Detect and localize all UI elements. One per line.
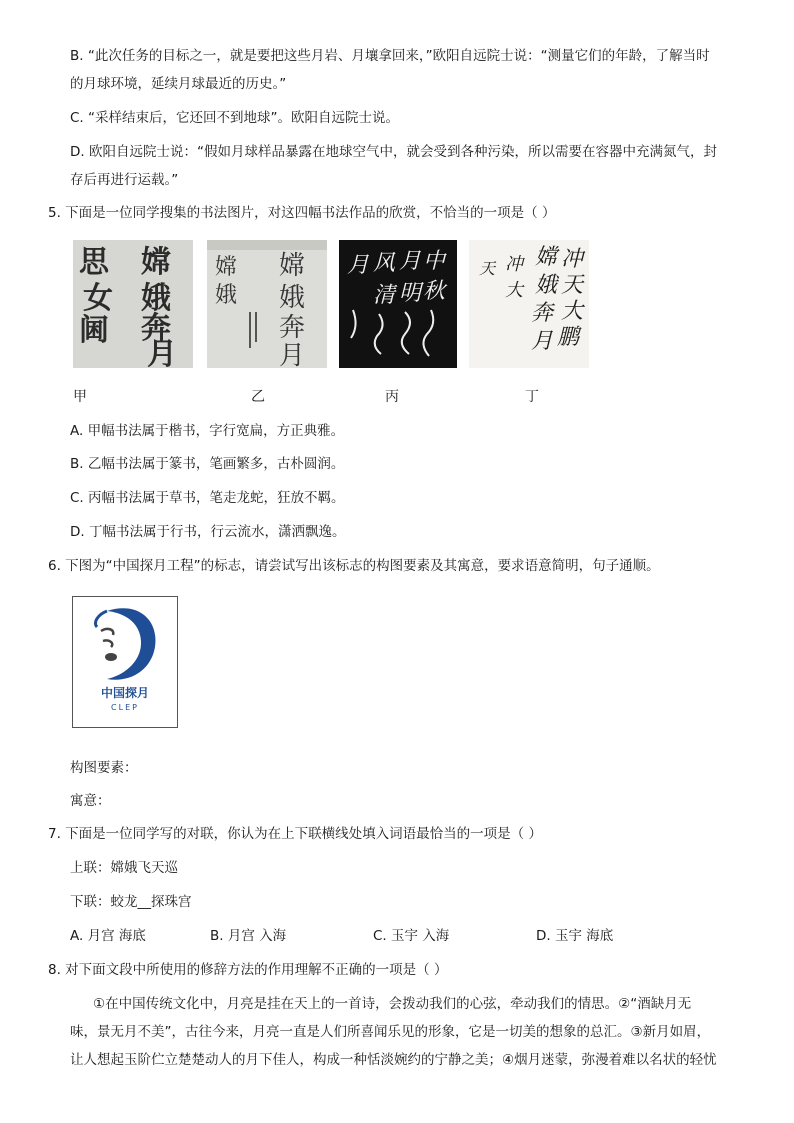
jia-char-4: 月: [147, 337, 177, 368]
q7-option-b: B. 月宫 入海: [210, 928, 287, 944]
label-ding: 丁: [525, 389, 539, 405]
q7-stem: 7. 下面是一位同学写的对联，你认为在上下联横线处填入词语最恰当的一项是（ ）: [48, 826, 542, 842]
calligraphy-jia-art: [73, 240, 193, 368]
calligraphy-image-bing: [339, 240, 457, 368]
bing-char-3: 月: [399, 249, 422, 274]
yi-char-2: 娥: [279, 283, 306, 313]
q5-option-b: B. 乙幅书法属于篆书，笔画繁多，古朴圆润。: [70, 456, 345, 472]
q8-passage-line3: 让人想起玉阶伫立楚楚动人的月下佳人，构成一种恬淡婉约的宁静之美；④烟月迷蒙，弥漫着难以名状的轻忧: [70, 1052, 717, 1068]
bing-char-5: 风: [373, 251, 396, 276]
bing-char-4: 明: [399, 281, 422, 306]
ding-char-3: 大: [561, 299, 584, 324]
q8-passage-line1: ①在中国传统文化中，月亮是挂在天上的一首诗，会拨动我们的心弦，牵动我们的情思。②“酒缺月无: [93, 996, 692, 1012]
clep-logo: [72, 596, 178, 728]
jia-char-2: 娥: [141, 281, 171, 316]
q4-option-d-line1: D. 欧阳自远院士说：“假如月球样品暴露在地球空气中，就会受到各种污染，所以需要在容器中充满氮气，封: [70, 144, 717, 160]
q4-option-d-line2: 存后再进行运载。”: [70, 172, 179, 188]
q5-stem: 5. 下面是一位同学搜集的书法图片，对这四幅书法作品的欣赏，不恰当的一项是（ ）: [48, 205, 556, 221]
bing-char-1: 中: [423, 249, 446, 274]
calligraphy-ding-art: [469, 240, 589, 368]
jia-char-5: 思: [79, 245, 109, 280]
q6-stem: 6. 下图为“中国探月工程”的标志，请尝试写出该标志的构图要素及其寓意，要求语意简明，句子通顺。: [48, 558, 660, 574]
q5-option-d: D. 丁幅书法属于行书，行云流水，潇洒飘逸。: [70, 524, 346, 540]
ding-char-2: 天: [561, 273, 584, 298]
label-jia: 甲: [73, 389, 87, 405]
q5-option-a: A. 甲幅书法属于楷书，字行宽扁，方正典雅。: [70, 423, 345, 439]
q8-passage-line2: 味，景无月不美”，古往今来，月亮一直是人们所喜闻乐见的形象，它是一切美的想象的总汇。③新月如眉，: [70, 1024, 711, 1040]
ding-char-8: 月: [531, 329, 554, 354]
q7-option-a: A. 月宫 海底: [70, 928, 146, 944]
clep-logo-art: [73, 597, 177, 727]
yi-char-6: 娥: [215, 283, 238, 308]
q7-lower-couplet: 下联：蛟龙__探珠宫: [70, 894, 192, 910]
q8-stem: 8. 对下面文段中所使用的修辞方法的作用理解不正确的一项是（ ）: [48, 962, 448, 978]
logo-cn-text: 中国探月: [100, 686, 150, 700]
q5-option-c: C. 丙幅书法属于草书，笔走龙蛇，狂放不羁。: [70, 490, 345, 506]
bing-char-6: 清: [373, 283, 396, 308]
q4-option-b-line1: B. “此次任务的目标之一，就是要把这些月岩、月壤拿回来，”欧阳自远院士说：“测量它们的年龄，了解当时: [70, 48, 710, 64]
q6-meaning-label: 寓意：: [70, 793, 111, 809]
q6-composition-label: 构图要素：: [70, 760, 138, 776]
ding-char-11: 天: [479, 259, 496, 278]
label-bing: 丙: [385, 389, 399, 405]
yi-char-3: 奔: [279, 313, 306, 343]
q7-upper-couplet: 上联：嫦娥飞天巡: [70, 860, 178, 876]
yi-char-4: 月: [279, 341, 306, 368]
ding-char-9: 冲: [505, 254, 523, 275]
yi-char-1: 嫦: [279, 251, 306, 281]
label-yi: 乙: [251, 389, 265, 405]
ding-char-7: 奔: [531, 301, 554, 326]
calligraphy-image-yi: [207, 240, 327, 368]
yi-char-5: 嫦: [215, 255, 238, 280]
jia-char-1: 嫦: [141, 245, 171, 280]
ding-char-6: 娥: [535, 273, 558, 298]
bing-char-2: 秋: [423, 279, 446, 304]
calligraphy-bing-art: [339, 240, 457, 368]
jia-char-6: 女: [83, 281, 113, 316]
q7-option-d: D. 玉宇 海底: [536, 928, 614, 944]
ding-char-4: 鹏: [557, 325, 580, 350]
ding-char-10: 大: [505, 280, 523, 301]
calligraphy-yi-art: [207, 240, 327, 368]
q4-option-c: C. “采样结束后，它还回不到地球”。欧阳自远院士说。: [70, 110, 399, 126]
jia-char-3: 奔: [141, 311, 171, 346]
q7-option-c: C. 玉宇 入海: [373, 928, 450, 944]
clep-logo-text: [101, 685, 149, 712]
jia-char-7: 阃: [79, 313, 109, 348]
calligraphy-image-jia: [73, 240, 193, 368]
logo-en-text: CLEP: [111, 703, 139, 712]
bing-char-7: 月: [347, 253, 370, 278]
ding-char-1: 冲: [561, 247, 584, 272]
ding-char-5: 嫦: [535, 245, 558, 270]
calligraphy-image-ding: [469, 240, 589, 368]
q4-option-b-line2: 的月球环境，延续月球最近的历史。”: [70, 76, 287, 92]
